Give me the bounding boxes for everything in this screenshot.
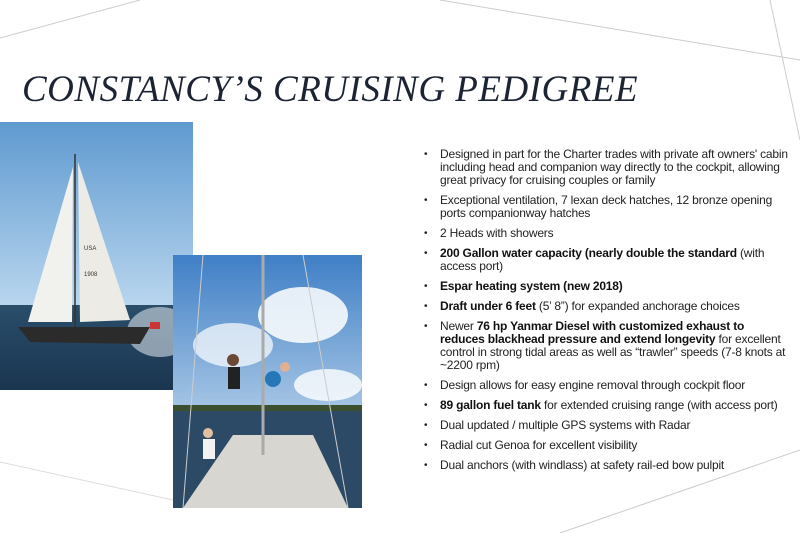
feature-highlight: 76 hp Yanmar Diesel with customized exhaust to reduces blackhead pressure and extend longevity: [440, 319, 745, 346]
feature-highlight: Draft under 6 feet: [440, 299, 536, 313]
feature-item: [424, 148, 790, 187]
feature-highlight: 89 gallon fuel tank: [440, 398, 541, 412]
feature-item: [424, 399, 790, 412]
feature-text: for excellent control in strong tidal areas as well as “trawler” speeds (7-8 knots at ~2200 rpm): [440, 332, 786, 372]
slide-title: CONSTANCY’S CRUISING PEDIGREE: [22, 69, 639, 110]
feature-text: for extended cruising range (with access port): [540, 398, 778, 412]
feature-text: Exceptional ventilation, 7 lexan deck hatches, 12 bronze opening ports: [440, 193, 773, 220]
feature-item: [424, 194, 790, 220]
feature-text: Design allows for easy engine removal through cockpit floor: [440, 378, 746, 392]
feature-text: companionway hatches: [465, 206, 591, 220]
sail-number: 1908: [84, 272, 98, 278]
feature-text: including head and companion way directly to the cockpit, allowing: [440, 160, 780, 174]
feature-item: [424, 247, 790, 273]
feature-text: Newer: [440, 319, 477, 333]
feature-item: [424, 227, 790, 240]
feature-text: Designed in part for the Charter trades with private aft owners' cabin: [440, 147, 788, 161]
feature-text: (with access port): [440, 246, 765, 273]
feature-item: [424, 439, 790, 452]
feature-item: [424, 280, 790, 293]
feature-text: Dual anchors (with windlass) at safety rail-ed bow pulpit: [440, 458, 725, 472]
sailboat-photo: [0, 122, 193, 390]
feature-item: [424, 419, 790, 432]
sail-number-usa: USA: [84, 246, 97, 252]
feature-highlight: Espar heating system (new 2018): [440, 279, 623, 293]
feature-item: [424, 379, 790, 392]
feature-item: [424, 320, 790, 372]
feature-item: [424, 459, 790, 472]
feature-item: [424, 300, 790, 313]
feature-text: Dual updated / multiple GPS systems with Radar: [440, 418, 691, 432]
feature-highlight: 200 Gallon water capacity (nearly double the standard: [440, 246, 737, 260]
feature-text: 2 Heads with showers: [440, 226, 554, 240]
feature-text: (5’ 8”) for expanded anchorage choices: [535, 299, 740, 313]
feature-list: [424, 148, 790, 479]
feature-text: great privacy for cruising couples or family: [440, 173, 656, 187]
feature-text: Radial cut Genoa for excellent visibility: [440, 438, 638, 452]
deck-photo: [173, 255, 362, 508]
